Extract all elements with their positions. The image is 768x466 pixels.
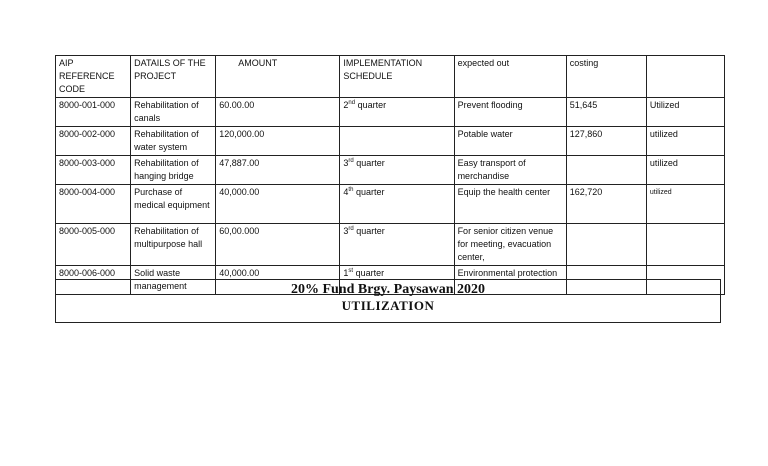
row-expected: For senior citizen venue for meeting, evacuation center, bbox=[454, 224, 566, 266]
schedule-suffix: st bbox=[348, 268, 354, 274]
footer-caption-box bbox=[55, 279, 721, 323]
table-row bbox=[56, 156, 725, 185]
row-costing: 162,720 bbox=[566, 185, 646, 224]
schedule-number: 3 bbox=[343, 226, 349, 236]
schedule-number: 3 bbox=[343, 158, 349, 168]
row-code: 8000-001-000 bbox=[56, 98, 131, 127]
row-code: 8000-003-000 bbox=[56, 156, 131, 185]
table-row bbox=[56, 127, 725, 156]
header-expected: expected out bbox=[454, 56, 566, 98]
schedule-suffix: rd bbox=[348, 226, 354, 232]
table-row bbox=[56, 98, 725, 127]
row-expected: Prevent flooding bbox=[454, 98, 566, 127]
row-schedule bbox=[340, 127, 454, 156]
row-status: utilized bbox=[646, 127, 724, 156]
schedule-number: 2 bbox=[343, 100, 349, 110]
row-schedule bbox=[340, 224, 454, 266]
row-details: Rehabilitation of multipurpose hall bbox=[131, 224, 216, 266]
header-details: DATAILS OF THE PROJECT bbox=[131, 56, 216, 98]
row-details: Solid waste management bbox=[131, 266, 216, 295]
row-details: Rehabilitation of water system bbox=[131, 127, 216, 156]
row-amount: 40,000.00 bbox=[216, 266, 340, 295]
schedule-number: 1 bbox=[343, 268, 349, 278]
row-costing bbox=[566, 156, 646, 185]
schedule-word: quarter bbox=[353, 226, 385, 236]
schedule-word: quarter bbox=[353, 268, 385, 278]
schedule-suffix: nd bbox=[348, 100, 356, 106]
schedule-suffix: th bbox=[348, 187, 354, 193]
header-status bbox=[646, 56, 724, 98]
fund-utilization-table bbox=[55, 55, 725, 295]
document-title: 20% Fund Brgy. Paysawan 2020 bbox=[290, 282, 486, 297]
row-status: utilized bbox=[646, 156, 724, 185]
row-schedule bbox=[340, 156, 454, 185]
row-details: Rehabilitation of hanging bridge bbox=[131, 156, 216, 185]
row-amount: 60.00.00 bbox=[216, 98, 340, 127]
row-status: utilized bbox=[646, 185, 724, 224]
header-costing: costing bbox=[566, 56, 646, 98]
header-schedule: IMPLEMENTATION SCHEDULE bbox=[340, 56, 454, 98]
header-amount: AMOUNT bbox=[216, 56, 340, 98]
schedule-word: quarter bbox=[353, 158, 385, 168]
row-status bbox=[646, 224, 724, 266]
row-schedule bbox=[340, 185, 454, 224]
row-schedule bbox=[340, 98, 454, 127]
row-costing bbox=[566, 224, 646, 266]
row-expected: Easy transport of merchandise bbox=[454, 156, 566, 185]
table-header-row bbox=[56, 56, 725, 98]
schedule-word: quarter bbox=[353, 187, 385, 197]
row-status: Utilized bbox=[646, 98, 724, 127]
row-amount: 40,000.00 bbox=[216, 185, 340, 224]
row-amount: 60,00.000 bbox=[216, 224, 340, 266]
row-expected: Environmental protection bbox=[454, 266, 566, 295]
row-expected: Potable water bbox=[454, 127, 566, 156]
row-costing: 127,860 bbox=[566, 127, 646, 156]
schedule-suffix: rd bbox=[348, 158, 354, 164]
row-costing: 51,645 bbox=[566, 98, 646, 127]
row-details: Purchase of medical equipment bbox=[131, 185, 216, 224]
table-row bbox=[56, 224, 725, 266]
table-row bbox=[56, 185, 725, 224]
row-code: 8000-004-000 bbox=[56, 185, 131, 224]
schedule-word: quarter bbox=[355, 100, 387, 110]
row-code: 8000-005-000 bbox=[56, 224, 131, 266]
row-code: 8000-006-000 bbox=[56, 266, 131, 295]
row-amount: 120,000.00 bbox=[216, 127, 340, 156]
row-code: 8000-002-000 bbox=[56, 127, 131, 156]
schedule-number: 4 bbox=[343, 187, 349, 197]
row-amount: 47,887.00 bbox=[216, 156, 340, 185]
row-expected: Equip the health center bbox=[454, 185, 566, 224]
document-subtitle: UTILIZATION bbox=[341, 298, 435, 313]
row-details: Rehabilitation of canals bbox=[131, 98, 216, 127]
header-code: AIP REFERENCE CODE bbox=[56, 56, 131, 98]
